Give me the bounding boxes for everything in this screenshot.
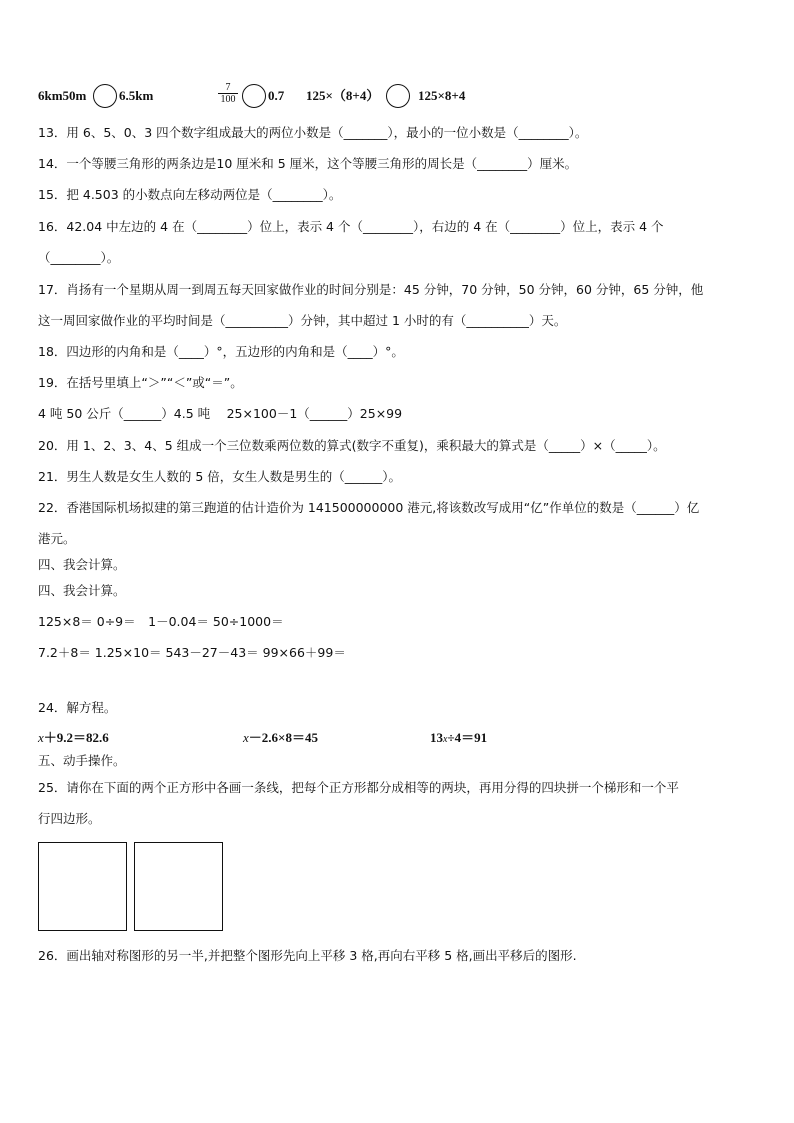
square-1[interactable]: [38, 842, 127, 931]
question-23-row1: 125×8＝ 0÷9＝ 1－0.04＝ 50÷1000＝: [38, 614, 284, 629]
compare-b-right: 0.7: [268, 88, 285, 103]
question-18: 18．四边形的内角和是（____）°，五边形的内角和是（____）°。: [38, 344, 404, 359]
compare-a-circle[interactable]: [93, 84, 117, 108]
equation-1: [38, 730, 109, 746]
compare-c-right: 125×8+4: [418, 88, 466, 103]
question-23-row2: 7.2＋8＝ 1.25×10＝ 543－27－43＝ 99×66＋99＝: [38, 645, 346, 660]
question-13: 13．用 6、5、0、3 四个数字组成最大的两位小数是（_______），最小的一位小数是（________）。: [38, 125, 588, 140]
equation-3-variable: x: [443, 734, 448, 745]
question-17-line2: 这一周回家做作业的平均时间是（__________）分钟，其中超过 1 小时的有（__________）天。: [38, 313, 567, 328]
equation-1-variable: x: [38, 730, 44, 745]
equation-2: [243, 730, 318, 746]
question-19-items: 4 吨 50 公斤（______）4.5 吨 25×100－1（______）25×99: [38, 406, 403, 421]
fraction-numerator: 7: [218, 82, 238, 94]
section-5-heading: 五、动手操作。: [38, 753, 126, 768]
compare-c-circle[interactable]: [386, 84, 410, 108]
section-4-heading-repeat: 四、我会计算。: [38, 583, 126, 598]
question-17-line1: 17．肖扬有一个星期从周一到周五每天回家做作业的时间分别是：45 分钟，70 分钟，50 分钟，60 分钟，65 分钟，他: [38, 282, 704, 297]
question-26: 26．画出轴对称图形的另一半,并把整个图形先向上平移 3 格,再向右平移 5 格,画出平移后的图形.: [38, 948, 577, 963]
compare-a-right: 6.5km: [119, 88, 154, 103]
equation-1-body: ＋9.2＝82.6: [43, 730, 109, 745]
question-15: 15．把 4.503 的小数点向左移动两位是（________）。: [38, 187, 342, 202]
square-2[interactable]: [134, 842, 223, 931]
question-24: 24．解方程。: [38, 700, 117, 715]
question-22-line2: 港元。: [38, 531, 76, 546]
question-25-line1: 25．请你在下面的两个正方形中各画一条线，把每个正方形都分成相等的两块，再用分得的四块拼一个梯形和一个平: [38, 780, 679, 795]
compare-a-left: 6km50m: [38, 88, 87, 103]
fraction-7-100: [218, 82, 238, 105]
equation-2-body: －2.6×8＝45: [248, 730, 318, 745]
equation-3: [430, 730, 487, 748]
fraction-denominator: 100: [220, 94, 236, 105]
question-22-line1: 22．香港国际机场拟建的第三跑道的估计造价为 141500000000 港元,将该数改写成用“亿”作单位的数是（______）亿: [38, 500, 700, 515]
section-4-heading: 四、我会计算。: [38, 557, 126, 572]
equation-3-body: ÷4＝91: [447, 730, 488, 745]
question-25-line2: 行四边形。: [38, 811, 101, 826]
question-20: 20．用 1、2、3、4、5 组成一个三位数乘两位数的算式(数字不重复)，乘积最大的算式是（_____）×（_____）。: [38, 438, 666, 453]
question-16-line1: 16．42.04 中左边的 4 在（________）位上，表示 4 个（________），右边的 4 在（________）位上，表示 4 个: [38, 219, 664, 234]
question-21: 21．男生人数是女生人数的 5 倍，女生人数是男生的（______）。: [38, 469, 402, 484]
question-14: 14．一个等腰三角形的两条边是10 厘米和 5 厘米，这个等腰三角形的周长是（________）厘米。: [38, 156, 578, 171]
equation-3-prefix: 13: [430, 730, 443, 745]
compare-c-left: 125×（8+4）: [306, 88, 380, 103]
compare-b-circle[interactable]: [242, 84, 266, 108]
equation-2-variable: x: [243, 730, 249, 745]
question-19: 19．在括号里填上“＞”“＜”或“＝”。: [38, 375, 243, 390]
question-16-line2: （________）。: [38, 250, 120, 265]
